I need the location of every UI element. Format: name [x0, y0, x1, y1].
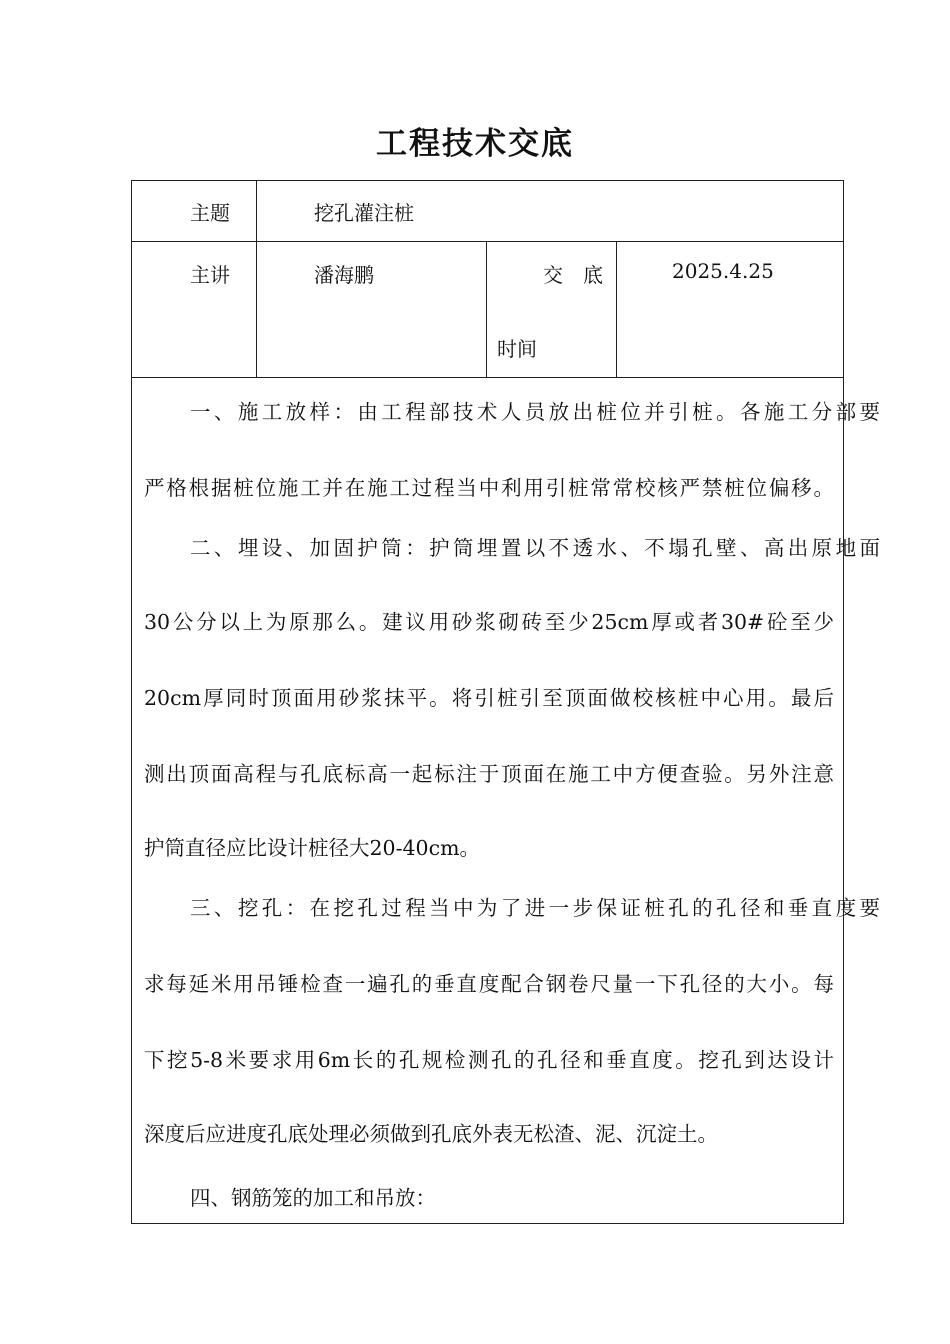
topic-label: 主题	[190, 201, 230, 225]
body-line: 二、埋设、加固护筒：护筒埋置以不透水、不塌孔壁、高出原地面	[190, 536, 880, 560]
body-line: 20cm厚同时顶面用砂浆抹平。将引桩引至顶面做校核桩中心用。最后	[144, 686, 834, 710]
row-divider-2	[132, 377, 843, 378]
body-line: 测出顶面高程与孔底标高一起标注于顶面在施工中方便查验。另外注意	[144, 762, 834, 786]
row-divider-1	[132, 241, 843, 242]
page-title: 工程技术交底	[376, 126, 574, 162]
body-line: 30公分以上为原那么。建议用砂浆砌砖至少25cm厚或者30#砼至少	[144, 610, 834, 634]
body-line: 三、挖孔：在挖孔过程当中为了进一步保证桩孔的孔径和垂直度要	[190, 896, 880, 920]
body-line: 护筒直径应比设计桩径大20-40cm。	[144, 836, 481, 860]
disclosure-table	[131, 180, 880, 1224]
body-line: 四、钢筋笼的加工和吊放：	[190, 1186, 436, 1210]
body-line: 一、施工放样：由工程部技术人员放出桩位并引桩。各施工分部要	[190, 400, 880, 424]
col-divider-label	[256, 181, 257, 377]
col-divider-time	[616, 241, 617, 377]
col-divider-speaker	[486, 241, 487, 377]
time-value: 2025.4.25	[672, 259, 774, 283]
speaker-value: 潘海鹏	[314, 263, 374, 287]
body-line: 下挖5-8米要求用6m长的孔规检测孔的孔径和垂直度。挖孔到达设计	[144, 1048, 834, 1072]
speaker-label: 主讲	[190, 263, 230, 287]
body-line: 深度后应进度孔底处理必须做到孔底外表无松渣、泥、沉淀土。	[144, 1122, 718, 1146]
body-line: 严格根据桩位施工并在施工过程当中利用引桩常常校核严禁桩位偏移。	[144, 476, 834, 500]
time-label-line2: 时间	[497, 337, 537, 361]
time-label: 交 底	[543, 263, 603, 287]
body-line: 求每延米用吊锤检查一遍孔的垂直度配合钢卷尺量一下孔径的大小。每	[144, 972, 834, 996]
topic-value: 挖孔灌注桩	[314, 201, 414, 225]
